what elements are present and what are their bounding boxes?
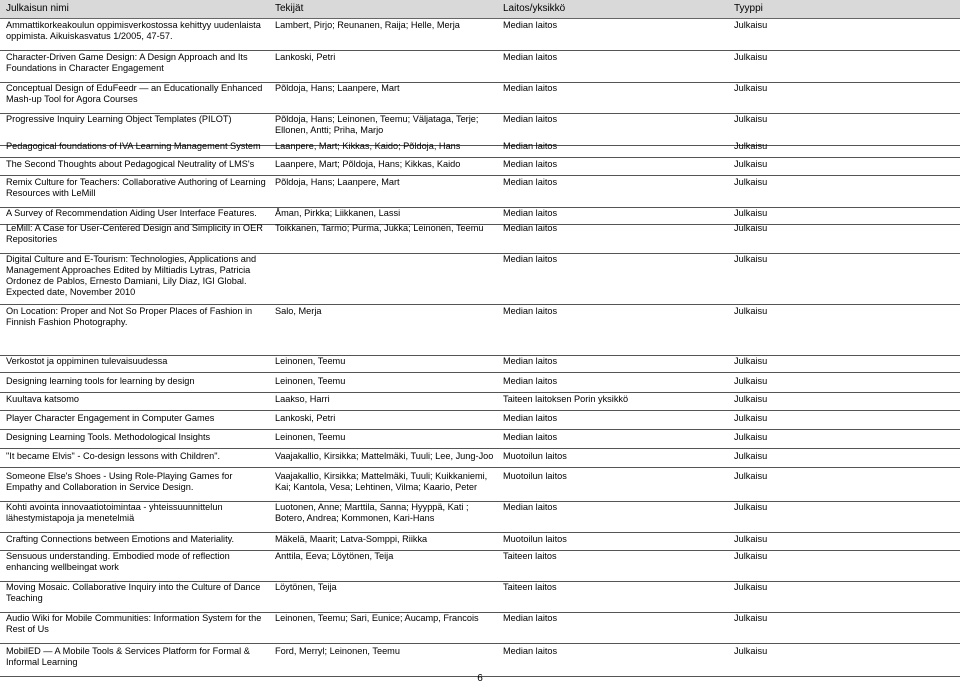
publication-type: Julkaisu <box>734 254 768 264</box>
publication-authors: Leinonen, Teemu <box>275 376 346 386</box>
publication-authors: Laanpere, Mart; Kikkas, Kaido; Põldoja, Hans <box>275 141 461 151</box>
publication-unit: Median laitos <box>503 356 558 366</box>
table-row <box>0 501 960 533</box>
publication-authors: Põldoja, Hans; Laanpere, Mart <box>275 177 400 187</box>
table-header <box>0 0 960 19</box>
publication-title: Sensuous understanding. Embodied mode of reflection enhancing wellbeingat work <box>6 551 230 572</box>
publication-authors: Lambert, Pirjo; Reunanen, Raija; Helle, Merja <box>275 20 460 30</box>
publication-authors: Põldoja, Hans; Leinonen, Teemu; Väljataga, Terje; Ellonen, Antti; Priha, Marjo <box>275 114 479 135</box>
publication-title: Someone Else's Shoes - Using Role-Playing Games for Empathy and Collaboration in Service Design. <box>6 471 233 492</box>
publication-title: Pedagogical foundations of IVA Learning Management System <box>6 141 261 151</box>
publication-title: Character-Driven Game Design: A Design Approach and Its Foundations in Character Engagement <box>6 52 248 73</box>
publication-unit: Median laitos <box>503 159 558 169</box>
table-row <box>0 222 960 254</box>
publication-unit: Median laitos <box>503 306 558 316</box>
publication-title: Designing Learning Tools. Methodological Insights <box>6 432 211 442</box>
publication-title: Kuultava katsomo <box>6 394 80 404</box>
header-authors: Tekijät <box>275 3 304 14</box>
publication-unit: Median laitos <box>503 376 558 386</box>
table-row <box>0 450 960 468</box>
publication-authors: Anttila, Eeva; Löytönen, Teija <box>275 551 394 561</box>
publication-unit: Median laitos <box>503 223 558 233</box>
publication-authors: Vaajakallio, Kirsikka; Mattelmäki, Tuuli; Kuikkaniemi, Kai; Kantola, Vesa; Lehtinen, Vilma; Kaario, Peter <box>275 471 488 492</box>
publication-title: Kohti avointa innovaatiotoimintaa - yhteissuunnittelun lähestymistapoja ja menetelmiä <box>6 502 223 523</box>
publication-authors: Laanpere, Mart; Põldoja, Hans; Kikkas, Kaido <box>275 159 461 169</box>
table-row <box>0 393 960 411</box>
publication-type: Julkaisu <box>734 159 768 169</box>
publication-title: On Location: Proper and Not So Proper Places of Fashion in Finnish Fashion Photography. <box>6 306 253 327</box>
publication-type: Julkaisu <box>734 646 768 656</box>
publication-authors: Leinonen, Teemu; Sari, Eunice; Aucamp, Francois <box>275 613 479 623</box>
publication-unit: Median laitos <box>503 413 558 423</box>
table-row <box>0 533 960 551</box>
publication-unit: Muotoilun laitos <box>503 534 567 544</box>
header-unit: Laitos/yksikkö <box>503 3 566 14</box>
publication-title: Moving Mosaic. Collaborative Inquiry into the Culture of Dance Teaching <box>6 582 261 603</box>
publication-unit: Median laitos <box>503 52 558 62</box>
table-row <box>0 431 960 449</box>
table-row <box>0 140 960 158</box>
publication-type: Julkaisu <box>734 114 768 124</box>
publication-title: Progressive Inquiry Learning Object Templates (PILOT) <box>6 114 232 124</box>
publication-type: Julkaisu <box>734 534 768 544</box>
publication-title: Digital Culture and E-Tourism: Technologies, Applications and Management Approaches Edited by Miltiadis Lytras, Patricia Ordonez de Pablos, Ernesto Damiani, Lily Diaz, IGI Global. Expected date, November 2010 <box>6 254 257 297</box>
header-name: Julkaisun nimi <box>6 3 69 14</box>
publication-unit: Median laitos <box>503 208 558 218</box>
header-type: Tyyppi <box>734 3 763 14</box>
publication-authors: Laakso, Harri <box>275 394 330 404</box>
publication-authors: Lankoski, Petri <box>275 52 336 62</box>
publication-unit: Median laitos <box>503 502 558 512</box>
publication-type: Julkaisu <box>734 141 768 151</box>
publication-title: Crafting Connections between Emotions and Materiality. <box>6 534 235 544</box>
publication-unit: Median laitos <box>503 613 558 623</box>
publication-title: Designing learning tools for learning by design <box>6 376 195 386</box>
publication-title: "It became Elvis" - Co-design lessons with Children". <box>6 451 221 461</box>
publication-type: Julkaisu <box>734 413 768 423</box>
publication-type: Julkaisu <box>734 177 768 187</box>
publication-unit: Taiteen laitos <box>503 551 557 561</box>
publication-title: A Survey of Recommendation Aiding User Interface Features. <box>6 208 257 218</box>
table-row <box>0 82 960 114</box>
publication-type: Julkaisu <box>734 356 768 366</box>
publication-authors: Åman, Pirkka; Liikkanen, Lassi <box>275 208 401 218</box>
publication-type: Julkaisu <box>734 52 768 62</box>
publication-unit: Median laitos <box>503 114 558 124</box>
publication-type: Julkaisu <box>734 223 768 233</box>
publication-type: Julkaisu <box>734 582 768 592</box>
publication-authors: Lankoski, Petri <box>275 413 336 423</box>
publication-unit: Muotoilun laitos <box>503 451 567 461</box>
publication-unit: Median laitos <box>503 254 558 264</box>
table-row <box>0 176 960 208</box>
table-row <box>0 19 960 51</box>
publication-authors: Põldoja, Hans; Laanpere, Mart <box>275 83 400 93</box>
publication-unit: Muotoilun laitos <box>503 471 567 481</box>
publication-type: Julkaisu <box>734 208 768 218</box>
publication-type: Julkaisu <box>734 20 768 30</box>
publication-type: Julkaisu <box>734 613 768 623</box>
table-row <box>0 253 960 305</box>
publication-authors: Ford, Merryl; Leinonen, Teemu <box>275 646 400 656</box>
table-row <box>0 581 960 613</box>
publication-type: Julkaisu <box>734 83 768 93</box>
publication-title: Remix Culture for Teachers: Collaborative Authoring of Learning Resources with LeMill <box>6 177 266 198</box>
publication-unit: Taiteen laitoksen Porin yksikkö <box>503 394 629 404</box>
publication-unit: Median laitos <box>503 432 558 442</box>
page-number: 6 <box>477 673 483 684</box>
publication-type: Julkaisu <box>734 432 768 442</box>
publication-title: Player Character Engagement in Computer Games <box>6 413 215 423</box>
publication-authors: Vaajakallio, Kirsikka; Mattelmäki, Tuuli; Lee, Jung-Joo <box>275 451 494 461</box>
publication-type: Julkaisu <box>734 306 768 316</box>
publication-title: The Second Thoughts about Pedagogical Neutrality of LMS's <box>6 159 255 169</box>
publication-authors: Mäkelä, Maarit; Latva-Somppi, Riikka <box>275 534 428 544</box>
table-row <box>0 470 960 502</box>
table-row <box>0 158 960 176</box>
publication-unit: Median laitos <box>503 141 558 151</box>
publication-authors: Löytönen, Teija <box>275 582 337 592</box>
publication-type: Julkaisu <box>734 394 768 404</box>
publication-type: Julkaisu <box>734 502 768 512</box>
publication-authors: Luotonen, Anne; Marttila, Sanna; Hyyppä, Kati ; Botero, Andrea; Kommonen, Kari-Hans <box>275 502 469 523</box>
publication-authors: Salo, Merja <box>275 306 322 316</box>
publication-title: Ammattikorkeakoulun oppimisverkostossa kehittyy uudenlaista oppimista. Aikuiskasvatus 1/2005, 47-57. <box>6 20 261 41</box>
table-row <box>0 305 960 356</box>
publication-title: MobilED — A Mobile Tools & Services Platform for Formal & Informal Learning <box>6 646 250 667</box>
table-row <box>0 375 960 393</box>
publication-type: Julkaisu <box>734 451 768 461</box>
table-row <box>0 550 960 582</box>
publication-authors: Toikkanen, Tarmo; Purma, Jukka; Leinonen, Teemu <box>275 223 484 233</box>
publication-authors: Leinonen, Teemu <box>275 432 346 442</box>
publication-title: Verkostot ja oppiminen tulevaisuudessa <box>6 356 168 366</box>
publication-type: Julkaisu <box>734 471 768 481</box>
publication-unit: Median laitos <box>503 83 558 93</box>
publication-type: Julkaisu <box>734 551 768 561</box>
table-row <box>0 412 960 430</box>
publication-title: Conceptual Design of EduFeedr — an Educationally Enhanced Mash-up Tool for Agora Courses <box>6 83 263 104</box>
publication-authors: Leinonen, Teemu <box>275 356 346 366</box>
publication-unit: Taiteen laitos <box>503 582 557 592</box>
table-row <box>0 612 960 644</box>
publication-title: Audio Wiki for Mobile Communities: Information System for the Rest of Us <box>6 613 262 634</box>
publication-title: LeMill: A Case for User-Centered Design and Simplicity in OER Repositories <box>6 223 263 244</box>
table-row <box>0 355 960 373</box>
table-row <box>0 51 960 83</box>
publication-unit: Median laitos <box>503 20 558 30</box>
publication-unit: Median laitos <box>503 646 558 656</box>
publication-type: Julkaisu <box>734 376 768 386</box>
publication-unit: Median laitos <box>503 177 558 187</box>
